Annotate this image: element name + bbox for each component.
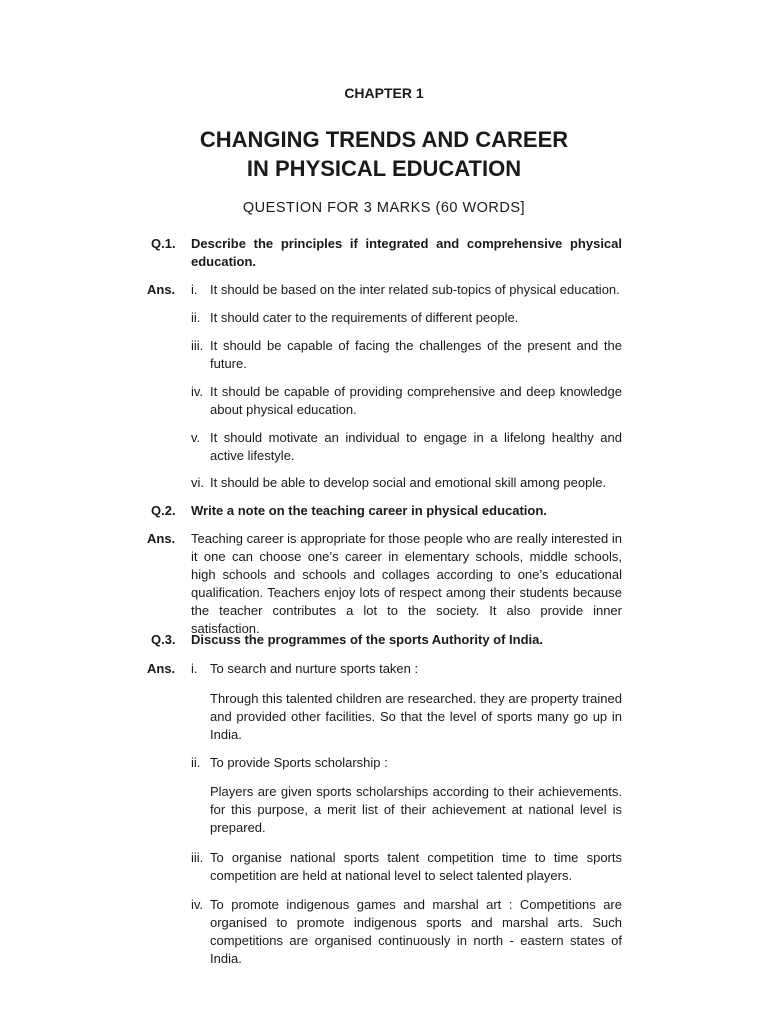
list-item-number: ii. — [191, 310, 201, 325]
list-item-text: It should be based on the inter related sub-topics of physical education. — [210, 282, 620, 297]
answer-2-label: Ans. — [147, 531, 176, 546]
answer-1-label: Ans. — [147, 282, 176, 297]
list-item-number: iv. — [191, 897, 204, 912]
list-item-detail: Through this talented children are researched. they are property trained and provided other facilities. So that the level of sports many go up in India. — [210, 691, 622, 742]
list-item-text: To organise national sports talent competition time to time sports competition are held at national level to select talented players. — [210, 850, 622, 883]
chapter-title-line-1: CHANGING TRENDS AND CAREER — [199, 127, 569, 152]
list-item-number: iii. — [191, 338, 204, 353]
list-item-text: It should motivate an individual to engage in a lifelong healthy and active lifestyle. — [210, 430, 622, 463]
list-item-number: iii. — [191, 850, 204, 865]
list-item-number: vi. — [191, 475, 204, 490]
list-item-text: To provide Sports scholarship : — [210, 755, 388, 770]
list-item-text: It should be capable of providing comprehensive and deep knowledge about physical education. — [210, 384, 622, 417]
question-2-text: Write a note on the teaching career in physical education. — [191, 503, 547, 518]
question-1-text: Describe the principles if integrated and comprehensive physical education. — [191, 236, 622, 269]
list-item-number: ii. — [191, 755, 201, 770]
list-item-number: i. — [191, 661, 198, 676]
list-item-text: To search and nurture sports taken : — [210, 661, 419, 676]
chapter-title — [0, 125, 768, 183]
list-item-number: v. — [191, 430, 201, 445]
chapter-heading: CHAPTER 1 — [344, 85, 424, 101]
list-item-text: To promote indigenous games and marshal art : Competitions are organised to promote indigenous sports and marshal arts. Such competitions are organised continuously in north - eastern states of India. — [210, 897, 622, 966]
chapter-title-line-2: IN PHYSICAL EDUCATION — [246, 156, 522, 181]
list-item-text: It should be capable of facing the challenges of the present and the future. — [210, 338, 622, 371]
list-item-text: It should cater to the requirements of different people. — [210, 310, 519, 325]
question-2-label: Q.2. — [151, 503, 176, 518]
question-3-text: Discuss the programmes of the sports Authority of India. — [191, 632, 544, 647]
list-item-number: i. — [191, 282, 198, 297]
list-item-number: iv. — [191, 384, 204, 399]
answer-3-label: Ans. — [147, 661, 176, 676]
list-item-text: It should be able to develop social and emotional skill among people. — [210, 475, 607, 490]
section-subtitle: QUESTION FOR 3 MARKS (60 WORDS] — [242, 200, 526, 216]
question-3-label: Q.3. — [151, 632, 176, 647]
answer-2-text: Teaching career is appropriate for those people who are really interested in it one can choose one’s career in elementary schools, middle schools, high schools and schools and collages according to one’s educational qualification. Teachers enjoy lots of respect among their students because the teacher contributes a lot to the society. It also provide inner satisfaction. — [191, 531, 622, 636]
question-1-label: Q.1. — [151, 236, 176, 251]
list-item-detail: Players are given sports scholarships according to their achievements. for this purpose, a merit list of their achievement at national level is prepared. — [210, 784, 622, 835]
